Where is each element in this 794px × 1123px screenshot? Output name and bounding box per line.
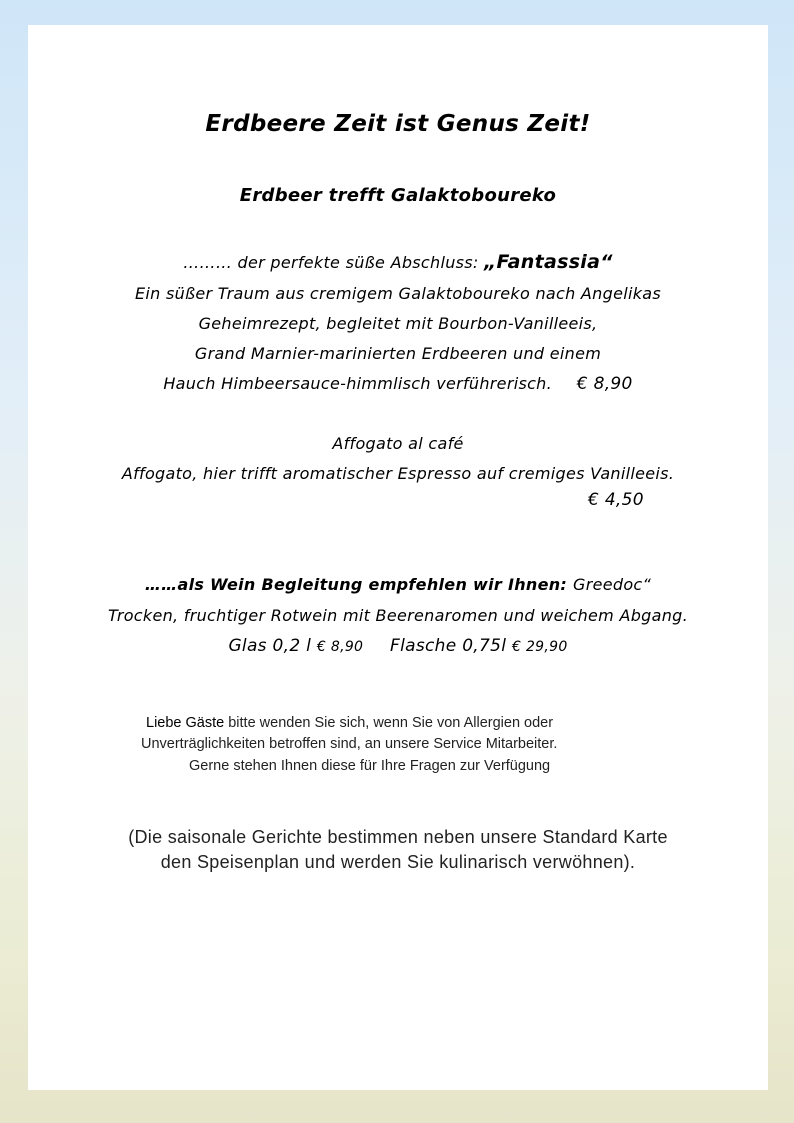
dessert-price: € 8,90 xyxy=(576,374,633,394)
allergy-notice-line1 xyxy=(146,713,553,733)
affogato-description: Affogato, hier trifft aromatischer Espresso auf cremiges Vanilleeis. xyxy=(121,464,675,483)
page-title: Erdbeere Zeit ist Genus Zeit! xyxy=(205,111,591,137)
wine-prices xyxy=(28,631,768,662)
dessert-description-last xyxy=(28,369,768,399)
notice-text: bitte wenden Sie sich, wenn Sie von Allergien oder xyxy=(224,715,554,731)
affogato-name: Affogato al café xyxy=(332,434,464,453)
dessert-description-line: Hauch Himbeersauce-himmlisch verführerisch. xyxy=(163,374,553,393)
wine-name: Greedoc“ xyxy=(573,575,652,594)
wine-intro-text: ……als Wein Begleitung empfehlen wir Ihnen: xyxy=(144,575,573,594)
dessert-description-line: Ein süßer Traum aus cremigem Galaktoboureko nach Angelikas xyxy=(134,284,662,303)
affogato-price: € 4,50 xyxy=(588,490,644,510)
wine-intro xyxy=(28,570,768,600)
dessert-intro xyxy=(28,247,768,278)
section-subtitle: Erdbeer trefft Galaktoboureko xyxy=(239,185,557,206)
seasonal-note-line2: den Speisenplan und werden Sie kulinarisch verwöhnen). xyxy=(160,852,636,872)
wine-description: Trocken, fruchtiger Rotwein mit Beerenaromen und weichem Abgang. xyxy=(107,606,688,625)
wine-glass-price: € 8,90 xyxy=(316,639,364,655)
allergy-notice-line3: Gerne stehen Ihnen diese für Ihre Fragen zur Verfügung xyxy=(189,758,551,774)
notice-lead: Liebe Gäste xyxy=(146,715,225,731)
dessert-description-line: Grand Marnier-marinierten Erdbeeren und einem xyxy=(194,344,602,363)
wine-bottle-label: Flasche 0,75l xyxy=(390,636,512,656)
dessert-description-line: Geheimrezept, begleitet mit Bourbon-Vanilleeis, xyxy=(198,314,598,333)
dessert-name: „Fantassia“ xyxy=(484,251,613,273)
menu-page xyxy=(28,25,768,1090)
seasonal-note-line1: (Die saisonale Gerichte bestimmen neben unsere Standard Karte xyxy=(128,827,668,847)
dessert-intro-text: ……… der perfekte süße Abschluss: xyxy=(183,253,484,272)
wine-bottle-price: € 29,90 xyxy=(511,639,568,655)
wine-glass-label: Glas 0,2 l xyxy=(228,636,317,656)
allergy-notice-line2: Unverträglichkeiten betroffen sind, an unsere Service Mitarbeiter. xyxy=(141,736,558,752)
